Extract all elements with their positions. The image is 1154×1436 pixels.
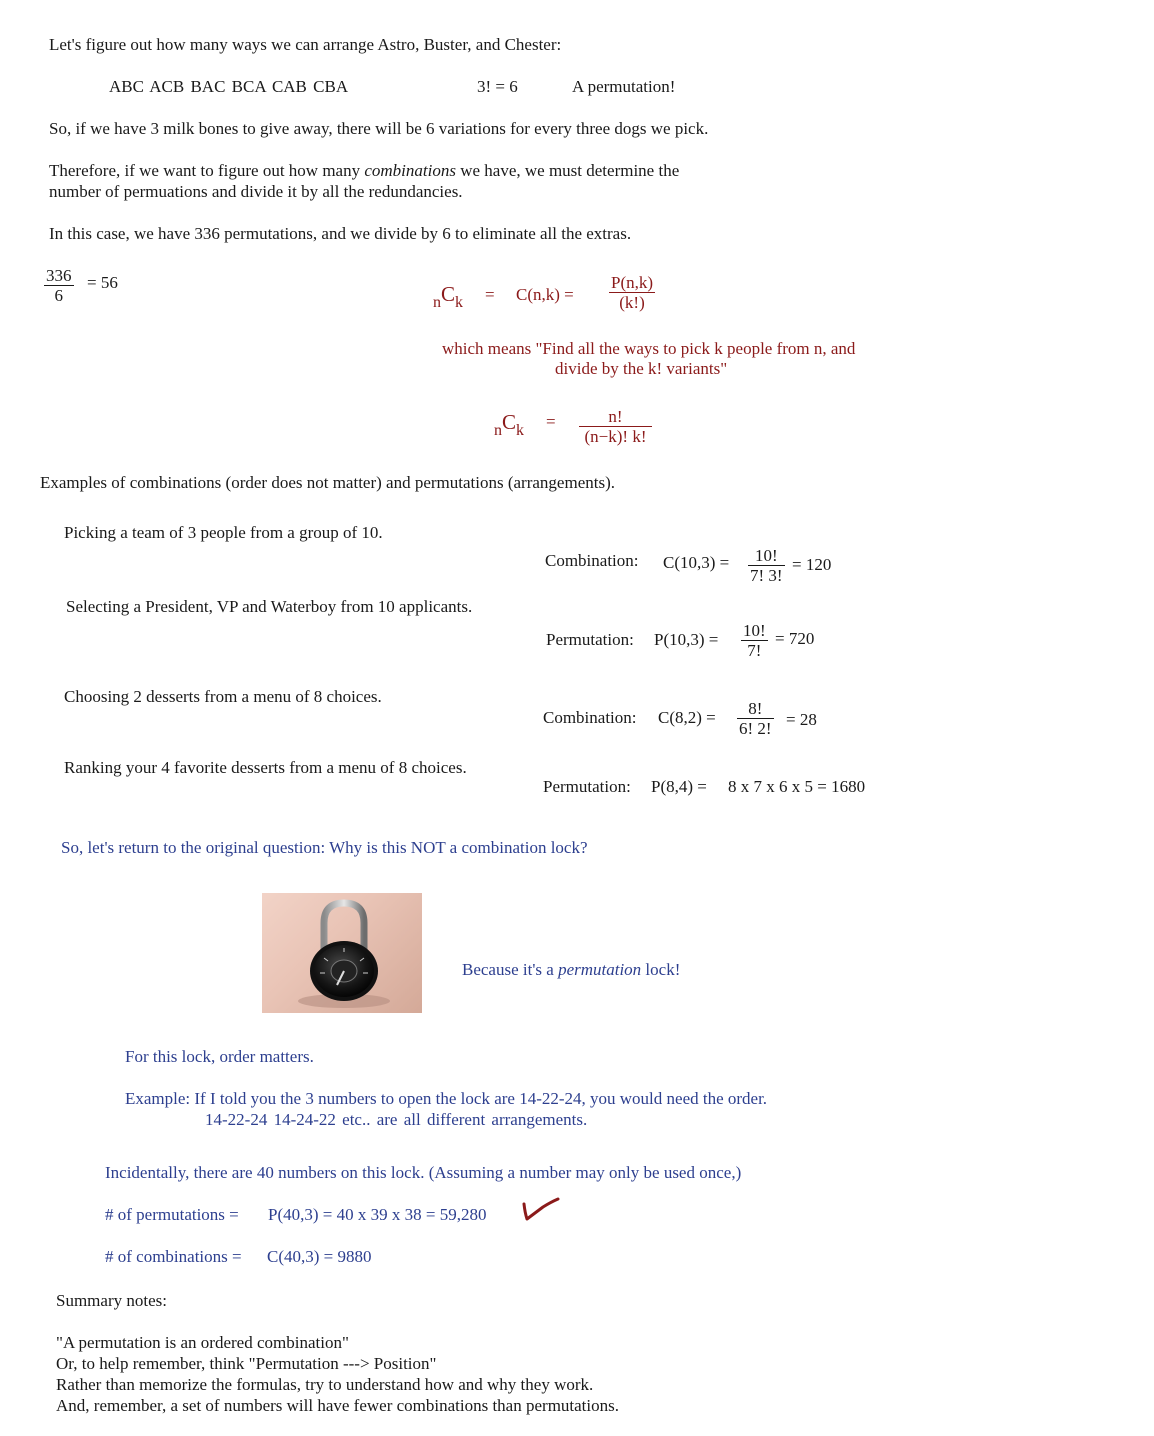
meaning-line-2: divide by the k! variants" bbox=[555, 359, 728, 378]
example-label-3: Combination: bbox=[543, 708, 637, 727]
c-n-k-expression: C(n,k) = bbox=[516, 285, 574, 304]
meaning-line-1: which means "Find all the ways to pick k people from n, and bbox=[442, 339, 856, 358]
example-question-3: Choosing 2 desserts from a menu of 8 choices. bbox=[64, 687, 382, 706]
example-label-2: Permutation: bbox=[546, 630, 634, 649]
summary-line-4: And, remember, a set of numbers will have fewer combinations than permutations. bbox=[56, 1396, 619, 1415]
p-n-k-over-k-factorial: $\frac{P(n,k)}{(k!)}$ bbox=[611, 273, 654, 312]
example-fraction-2: $\frac{10!}{7!}$ bbox=[743, 621, 766, 660]
example-expr-3: C(8,2) = bbox=[658, 708, 716, 727]
padlock-image bbox=[262, 893, 422, 1013]
intro-line-3: Therefore, if we want to figure out how many combinations we have, we must determine the bbox=[49, 161, 680, 180]
example-question-2: Selecting a President, VP and Waterboy from 10 applicants. bbox=[66, 597, 473, 616]
lock-example-2: 14-22-24 14-24-22 etc.. are all different arrangements. bbox=[205, 1110, 588, 1129]
combination-symbol: nCk bbox=[433, 282, 464, 311]
example-label-4: Permutation: bbox=[543, 777, 631, 796]
examples-heading: Examples of combinations (order does not matter) and permutations (arrangements). bbox=[40, 473, 615, 492]
example-rhs-4: 8 x 7 x 6 x 5 = 1680 bbox=[728, 777, 866, 796]
factorial-3: 3! = 6 bbox=[477, 77, 518, 96]
lock-answer: Because it's a permutation lock! bbox=[462, 960, 681, 979]
example-expr-2: P(10,3) = bbox=[654, 630, 719, 649]
summary-line-3: Rather than memorize the formulas, try to understand how and why they work. bbox=[56, 1375, 594, 1394]
example-result-3: = 28 bbox=[786, 710, 817, 729]
fraction-result: = 56 bbox=[87, 273, 118, 292]
checkmark-icon bbox=[521, 1195, 561, 1223]
summary-line-2: Or, to help remember, think "Permutation ---> Position" bbox=[56, 1354, 437, 1373]
combinations-label: # of combinations = bbox=[105, 1247, 242, 1266]
permutations-expr: P(40,3) = 40 x 39 x 38 = 59,280 bbox=[268, 1205, 487, 1224]
lock-example-1: Example: If I told you the 3 numbers to open the lock are 14-22-24, you would need the order. bbox=[125, 1089, 768, 1108]
summary-title: Summary notes: bbox=[56, 1291, 167, 1310]
equals-sign-2: = bbox=[546, 412, 556, 431]
permutations-label: # of permutations = bbox=[105, 1205, 239, 1224]
summary-line-1: "A permutation is an ordered combination" bbox=[56, 1333, 349, 1352]
lock-question: So, let's return to the original question: Why is this NOT a combination lock? bbox=[61, 838, 588, 857]
example-result-1: = 120 bbox=[792, 555, 832, 574]
equals-sign: = bbox=[485, 285, 495, 304]
lock-incidental: Incidentally, there are 40 numbers on this lock. (Assuming a number may only be used once,) bbox=[105, 1163, 742, 1182]
example-fraction-1: $\frac{10!}{7! 3!}$ bbox=[750, 546, 783, 585]
example-expr-4: P(8,4) = bbox=[651, 777, 707, 796]
example-question-4: Ranking your 4 favorite desserts from a menu of 8 choices. bbox=[64, 758, 467, 777]
combination-symbol-2: nCk bbox=[494, 410, 525, 439]
example-fraction-3: $\frac{8!}{6! 2!}$ bbox=[739, 699, 772, 738]
intro-line-4: number of permuations and divide it by all the redundancies. bbox=[49, 182, 463, 201]
intro-line-2: So, if we have 3 milk bones to give away, there will be 6 variations for every three dogs we pick. bbox=[49, 119, 709, 138]
example-expr-1: C(10,3) = bbox=[663, 553, 730, 572]
intro-line-1: Let's figure out how many ways we can arrange Astro, Buster, and Chester: bbox=[49, 35, 562, 54]
order-matters: For this lock, order matters. bbox=[125, 1047, 314, 1066]
arrangements-list: ABC ACB BAC BCA CAB CBA bbox=[109, 77, 349, 96]
permutation-note: A permutation! bbox=[572, 77, 676, 96]
example-result-2: = 720 bbox=[775, 629, 815, 648]
padlock-icon bbox=[262, 893, 422, 1013]
example-label-1: Combination: bbox=[545, 551, 639, 570]
fraction-336-over-6: $\frac{336}{6}$ bbox=[46, 266, 72, 305]
example-question-1: Picking a team of 3 people from a group of 10. bbox=[64, 523, 383, 542]
combinations-expr: C(40,3) = 9880 bbox=[267, 1247, 372, 1266]
intro-line-5: In this case, we have 336 permutations, and we divide by 6 to eliminate all the extras. bbox=[49, 224, 632, 243]
n-factorial-fraction: $\frac{n!}{(n-k)! k!}$ bbox=[579, 407, 652, 446]
